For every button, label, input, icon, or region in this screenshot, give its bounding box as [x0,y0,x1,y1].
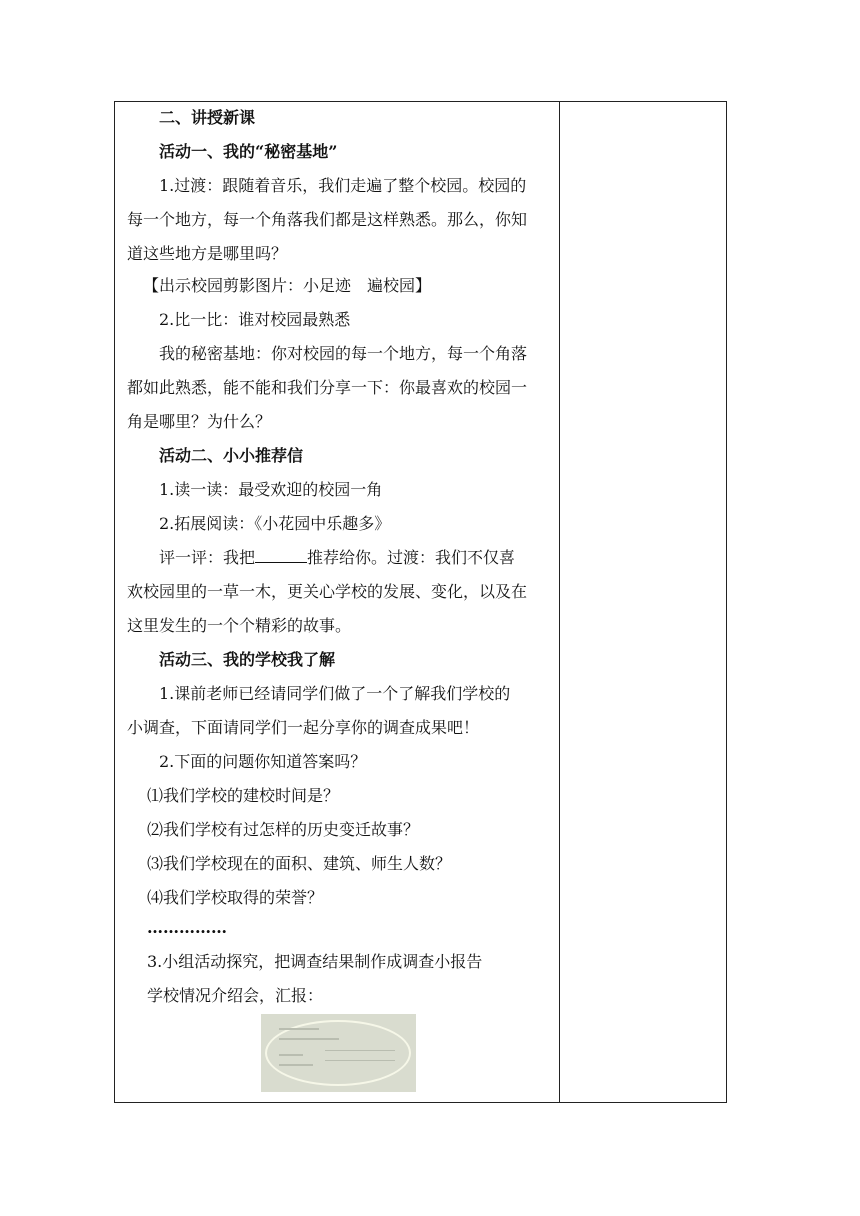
question-item: ⑴我们学校的建校时间是？ [147,786,340,805]
lesson-table [114,101,727,1103]
activity2-extend: 2.拓展阅读：《小花园中乐趣多》 [159,514,391,533]
activity3-heading: 活动三、我的学校我了解 [159,650,336,669]
eval-prefix: 评一评：我把 [159,548,256,567]
question-item: ⑶我们学校现在的面积、建筑、师生人数？ [147,854,452,873]
survey-report-photo [261,1014,416,1092]
activity1-para2-line2: 都如此熟悉，能不能和我们分享一下：你最喜欢的校园一 [127,378,528,397]
activity1-show-image-note: 【出示校园剪影图片：小足迹 遍校园】 [143,276,432,295]
activity1-para1-line2: 每一个地方，每一个角落我们都是这样熟悉。那么，你知 [127,210,528,229]
activity2-read: 1.读一读：最受欢迎的校园一角 [159,480,383,499]
activity1-para2-line1: 我的秘密基地：你对校园的每一个地方，每一个角落 [159,344,528,363]
question-item: ⑷我们学校取得的荣誉？ [147,888,324,907]
activity2-eval-line3: 这里发生的一个个精彩的故事。 [127,616,352,635]
activity3-intro-line1: 1.课前老师已经请同学们做了一个了解我们学校的 [159,684,511,703]
activity2-heading: 活动二、小小推荐信 [159,446,304,465]
activity3-question-intro: 2.下面的问题你知道答案吗？ [159,752,367,771]
fill-in-blank [255,548,307,563]
activity3-report: 学校情况介绍会，汇报： [147,986,324,1005]
section-title: 二、讲授新课 [159,108,256,127]
activity1-para2-line3: 角是哪里？为什么？ [127,412,272,431]
activity1-compare: 2.比一比：谁对校园最熟悉 [159,310,351,329]
activity1-para1-line3: 道这些地方是哪里吗？ [127,244,288,263]
notes-cell [560,102,726,1102]
ellipsis: …………… [147,918,227,937]
activity3-group-task: 3.小组活动探究，把调查结果制作成调查小报告 [147,952,483,971]
activity2-eval-line1 [159,548,515,568]
activity1-heading: 活动一、我的“秘密基地” [159,142,338,161]
activity3-intro-line2: 小调查，下面请同学们一起分享你的调查成果吧！ [127,718,480,737]
eval-suffix: 推荐给你。过渡：我们不仅喜 [307,548,516,567]
activity2-eval-line2: 欢校园里的一草一木，更关心学校的发展、变化，以及在 [127,582,528,601]
activity1-para1-line1: 1.过渡：跟随着音乐，我们走遍了整个校园。校园的 [159,176,527,195]
question-item: ⑵我们学校有过怎样的历史变迁故事？ [147,820,420,839]
